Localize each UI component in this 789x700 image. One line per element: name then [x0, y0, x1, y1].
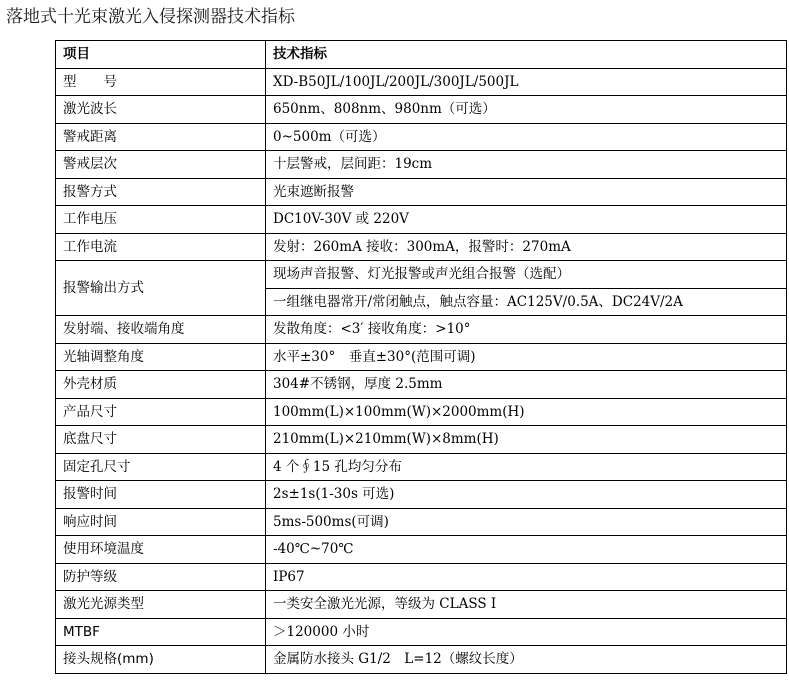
- document-title: 落地式十光束激光入侵探测器技术指标: [6, 7, 295, 27]
- row-item: 接头规格(mm): [56, 646, 266, 674]
- row-spec: 100mm(L)×100mm(W)×2000mm(H): [266, 398, 787, 426]
- table-row: [56, 398, 787, 426]
- row-spec: 十层警戒，层间距：19cm: [266, 151, 787, 179]
- row-spec: ＞120000 小时: [266, 618, 787, 646]
- row-item: 固定孔尺寸: [56, 453, 266, 481]
- table-row: [56, 618, 787, 646]
- row-spec: 2s±1s(1-30s 可选): [266, 481, 787, 509]
- row-item: 警戒距离: [56, 123, 266, 151]
- row-spec: 水平±30° 垂直±30°(范围可调): [266, 343, 787, 371]
- row-item: 防护等级: [56, 563, 266, 591]
- row-item: 工作电流: [56, 233, 266, 261]
- table-row: [56, 343, 787, 371]
- row-item: 外壳材质: [56, 371, 266, 399]
- table-header-row: [56, 41, 787, 69]
- row-item: 响应时间: [56, 508, 266, 536]
- row-spec: 光束遮断报警: [266, 178, 787, 206]
- table-row: [56, 233, 787, 261]
- table-row: [56, 151, 787, 179]
- row-item: MTBF: [56, 618, 266, 646]
- table-row: [56, 206, 787, 234]
- row-item: 底盘尺寸: [56, 426, 266, 454]
- row-spec: 一类安全激光光源，等级为 CLASS Ⅰ: [266, 591, 787, 619]
- row-spec: 650nm、808nm、980nm（可选）: [266, 96, 787, 124]
- header-item: 项目: [56, 41, 266, 69]
- header-spec: 技术指标: [266, 41, 787, 69]
- table-row: [56, 371, 787, 399]
- row-spec: 210mm(L)×210mm(W)×8mm(H): [266, 426, 787, 454]
- row-item: 激光波长: [56, 96, 266, 124]
- table-row: [56, 426, 787, 454]
- row-spec: 发散角度：<3′ 接收角度：>10°: [266, 316, 787, 344]
- row-spec: -40℃~70℃: [266, 536, 787, 564]
- row-item: 产品尺寸: [56, 398, 266, 426]
- row-spec: 5ms-500ms(可调): [266, 508, 787, 536]
- row-spec: IP67: [266, 563, 787, 591]
- table-row: [56, 481, 787, 509]
- table-row: [56, 563, 787, 591]
- row-item: 报警方式: [56, 178, 266, 206]
- spec-table: [55, 40, 787, 674]
- table-row: [56, 123, 787, 151]
- row-item: 激光光源类型: [56, 591, 266, 619]
- table-row: [56, 453, 787, 481]
- row-spec-secondary: 一组继电器常开/常闭触点，触点容量：AC125V/0.5A、DC24V/2A: [266, 288, 787, 316]
- row-spec: 304#不锈钢，厚度 2.5mm: [266, 371, 787, 399]
- table-row: [56, 508, 787, 536]
- row-item: 发射端、接收端角度: [56, 316, 266, 344]
- row-spec: 0~500m（可选）: [266, 123, 787, 151]
- table-row: [56, 96, 787, 124]
- row-spec: 发射：260mA 接收：300mA，报警时：270mA: [266, 233, 787, 261]
- row-spec: DC10V-30V 或 220V: [266, 206, 787, 234]
- row-item: 使用环境温度: [56, 536, 266, 564]
- row-item: 工作电压: [56, 206, 266, 234]
- row-spec: XD-B50JL/100JL/200JL/300JL/500JL: [266, 68, 787, 96]
- row-item: 报警输出方式: [56, 261, 266, 316]
- row-spec: 金属防水接头 G1/2 L=12（螺纹长度）: [266, 646, 787, 674]
- row-item: 光轴调整角度: [56, 343, 266, 371]
- table-row: [56, 316, 787, 344]
- table-row: [56, 536, 787, 564]
- row-spec: 现场声音报警、灯光报警或声光组合报警（选配）: [266, 261, 787, 289]
- row-spec: 4 个∮15 孔均匀分布: [266, 453, 787, 481]
- table-row: [56, 646, 787, 674]
- row-item: 型 号: [56, 68, 266, 96]
- table-row: [56, 178, 787, 206]
- row-item: 报警时间: [56, 481, 266, 509]
- table-row: [56, 261, 787, 289]
- row-item: 警戒层次: [56, 151, 266, 179]
- table-row: [56, 68, 787, 96]
- table-row: [56, 591, 787, 619]
